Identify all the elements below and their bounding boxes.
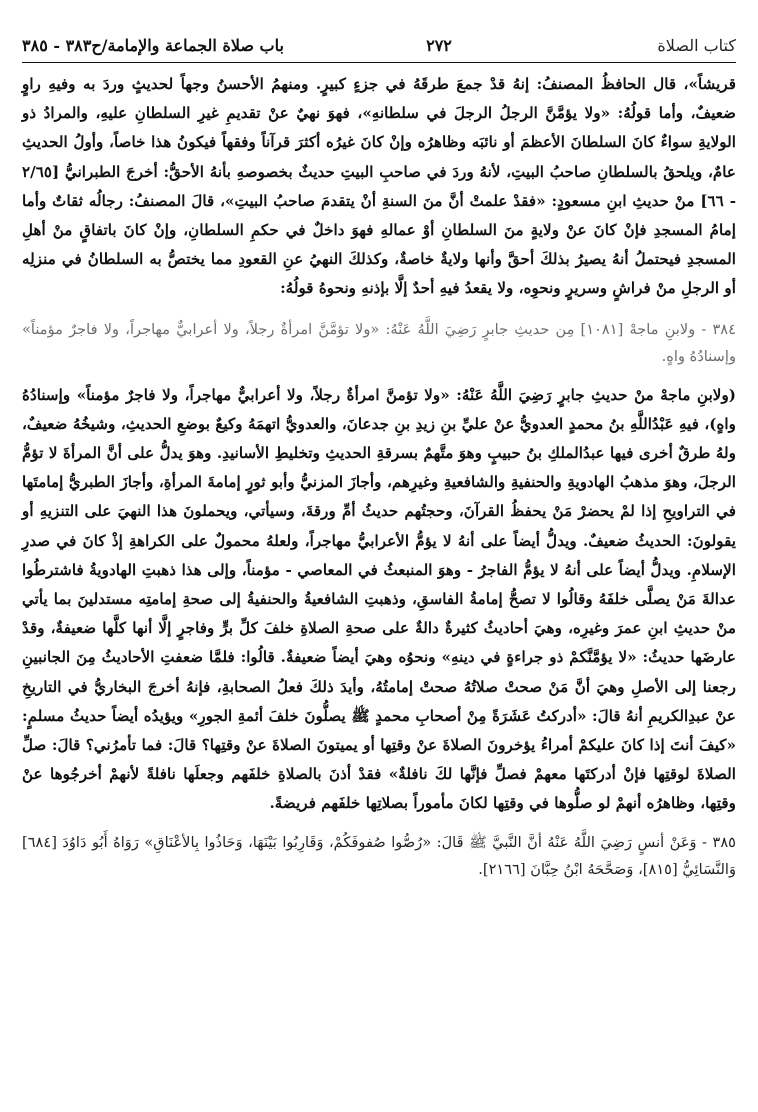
page-header [22, 28, 736, 62]
header-divider [22, 62, 736, 63]
hadith-384: ٣٨٤ - ولابنِ ماجهْ [١٠٨١] مِن حديثِ جابرٍ رَضِيَ اللَّهُ عَنْهُ: «ولا تؤمَّنَّ امرأةٌ رجلاً، ولا أعرابيٌّ مهاجراً، ولا فاجرٌ مؤمناً» وإسنادُهُ واهٍ. [22, 320, 736, 365]
chapter-title: باب صلاة الجماعة والإمامة/ح٣٨٣ - ٣٨٥ [22, 35, 284, 55]
commentary-paragraph-1: قريشاً»، قال الحافظُ المصنفُ: إنهُ قدْ جمعَ طرقَهُ في جزءٍ كبيرٍ. ومنهمُ الأحسنُ وجهاً لحديثٍ وردَ به وفيهِ راوٍ ضعيفٌ، وأما قولُهُ: «ولا يؤمَّنَّ الرجلُ الرجلَ في سلطانهِ»، فهوَ نهيٌ عنْ تقديمِ غيرِ السلطانِ عليهِ، والمرادُ ذو الولايةِ سواءٌ كانَ السلطانَ الأعظمَ أو نائبَه وظاهرُه وإنْ كانَ غيرُه أكثرَ قرآناً وفقهاً فيكونُ هذا خاصاً، وأولُ الحديثِ عامٌ، ويلحقُ بالسلطانِ صاحبُ البيتِ، لأنهُ وردَ في صاحبِ البيتِ حديثٌ بخصوصهِ بأنهُ الأحقُّ: أخرجَ الطبرانيُّ [٢/٦٥ - ٦٦] منْ حديثِ ابنِ مسعودٍ: «فقدْ علمتْ أنَّ منَ السنةِ أنْ يتقدمَ صاحبُ البيتِ»، قالَ المصنفُ: رجالُه ثقاتٌ وأما إمامُ المسجدِ فإنْ كانَ عنْ ولايةٍ منَ السلطانِ أوْ عمالهِ فهوَ داخلٌ في حكمِ السلطانِ، وإنْ كانَ باتفاقٍ منْ أهلِ المسجدِ فيحتملُ أنهُ يصيرُ بذلكَ أحقَّ وأنها ولايةٌ خاصةٌ، وكذلكَ النهيُ عنِ القعودِ مما يختصُّ به السلطانُ في منزلِه أو الرجلِ منْ فراشٍ وسريرٍ ونحوِه، ولا يقعدُ فيهِ أحدٌ إلَّا بإذنهِ ونحوهُ قولُهُ: [22, 75, 736, 298]
book-title: كتاب الصلاة [657, 35, 736, 55]
hadith-385: ٣٨٥ - وَعَنْ أنسٍ رَضِيَ اللَّهُ عَنْهُ أنَّ النَّبيَّ ﷺ قَالَ: «رُصُّوا صُفوفَكُمْ، وَقَارِبُوا بَيْنَهَا، وَحَاذُوا بِالأعْنَاقِ» رَوَاهُ أَبُو دَاوُدَ [٦٨٤] وَالنَّسَائِيُّ [٨١٥]، وَصَحَّحَهُ ابْنُ حِبَّانَ [٢١٦٦]. [22, 833, 736, 878]
page-number: ٢٧٢ [426, 35, 452, 55]
commentary-paragraph-2: (ولابنِ ماجهْ منْ حديثِ جابرٍ رَضِيَ اللَّهُ عَنْهُ: «ولا تؤمنَّ امرأةٌ رجلاً، ولا أعرابيٌّ مهاجراً، ولا فاجرٌ مؤمناً» وإسنادُهُ واهٍ)، فيهِ عَبْدُاللَّهِ بنُ محمدٍ العدويُّ عنْ عليِّ بنِ زيدِ بنِ جدعانَ، والعدويُّ اتهمَهُ وكيعٌ بوضعِ الحديثِ، وشيخُهُ ضعيفٌ، ولهُ طرقٌ أخرى فيها عبدُالملكِ بنُ حبيبٍ وهوَ متَّهمٌ بسرقةِ الحديثِ وتخليطِ الأسانيدِ. وهوَ يدلُّ على أنَّ المرأةَ لا تؤمُّ الرجلَ، وهوَ مذهبُ الهادويةِ والحنفيةِ والشافعيةِ وغيرِهم، وأجازَ المزنيُّ وأبو ثورٍ إمامةَ المرأةِ، وأجازَ الطبريُّ إمامتَها في التراويحِ إذا لمْ يحضرْ مَنْ يحفظُ القرآنَ، وحجتُهم حديثُ أمِّ ورقةَ، وسيأتي، ويحملونَ هذا النهيَ على التنزيهِ أو يقولونَ: الحديثُ ضعيفٌ. ويدلُّ أيضاً على أنهُ لا يؤمُّ الأعرابيُّ مهاجراً، ولعلهُ محمولٌ على الكراهةِ إذْ كانَ في صدرِ الإسلامِ. ويدلُّ أيضاً على أنهُ لا يؤمُّ الفاجرُ - وهوَ المنبعثُ في المعاصي - مؤمناً، وإلى هذا ذهبتِ الهادويةُ فاشترطُوا عدالةَ مَنْ يصلَّى خلفَهُ وقالُوا لا تصحُّ إمامةُ الفاسقِ، وذهبتِ الشافعيةُ والحنفيةُ إلى صحةِ إمامتِه مستدلينَ بما يأتي منْ حديثِ ابنِ عمرَ وغيرِه، وهيَ أحاديثُ كثيرةٌ دالةٌ على صحةِ الصلاةِ خلفَ كلِّ برٍّ وفاجرٍ إلَّا أنها كلَّها ضعيفةٌ، وقدْ عارضَها حديثُ: «لا يؤمَّنَّكمْ ذو جراءةٍ في دينهِ» ونحوُه وهيَ أيضاً ضعيفةٌ. قالُوا: فلمَّا ضعفتِ الأحاديثُ مِنَ الجانبينِ رجعنا إلى الأصلِ وهيَ أنَّ مَنْ صحتْ صلاتُهُ صحتْ إمامتُهُ، وأيدَ ذلكَ فعلُ الصحابةِ، فإنهُ أخرجَ البخاريُّ في التاريخِ عنْ عبدِالكريمِ أنهُ قالَ: «أدركتُ عَشَرَةً مِنْ أصحابِ محمدٍ ﷺ يصلُّونَ خلفَ أئمةِ الجورِ» ويؤيدُه أيضاً حديثُ مسلمٍ: «كيفَ أنتَ إذا كانَ عليكمْ أمراءُ يؤخرونَ الصلاةَ عنْ وقتِها أو يميتونَ الصلاةَ عنْ وقتِها؟ قالَ: فما تأمرُني؟ قالَ: صلِّ الصلاةَ لوقتِها فإنْ أدركتَها معهمْ فصلِّ فإنَّها لكَ نافلةٌ» فقدْ أذنَ بالصلاةِ خلفَهم وجعلَها نافلةً لأنهمْ أخرجُوها عنْ وقتِها، وظاهرُه أنهمْ لو صلُّوها في وقتِها لكانَ مأموراً بصلاتِها خلفَهم فريضةً. [22, 385, 736, 813]
page-body [22, 70, 736, 883]
